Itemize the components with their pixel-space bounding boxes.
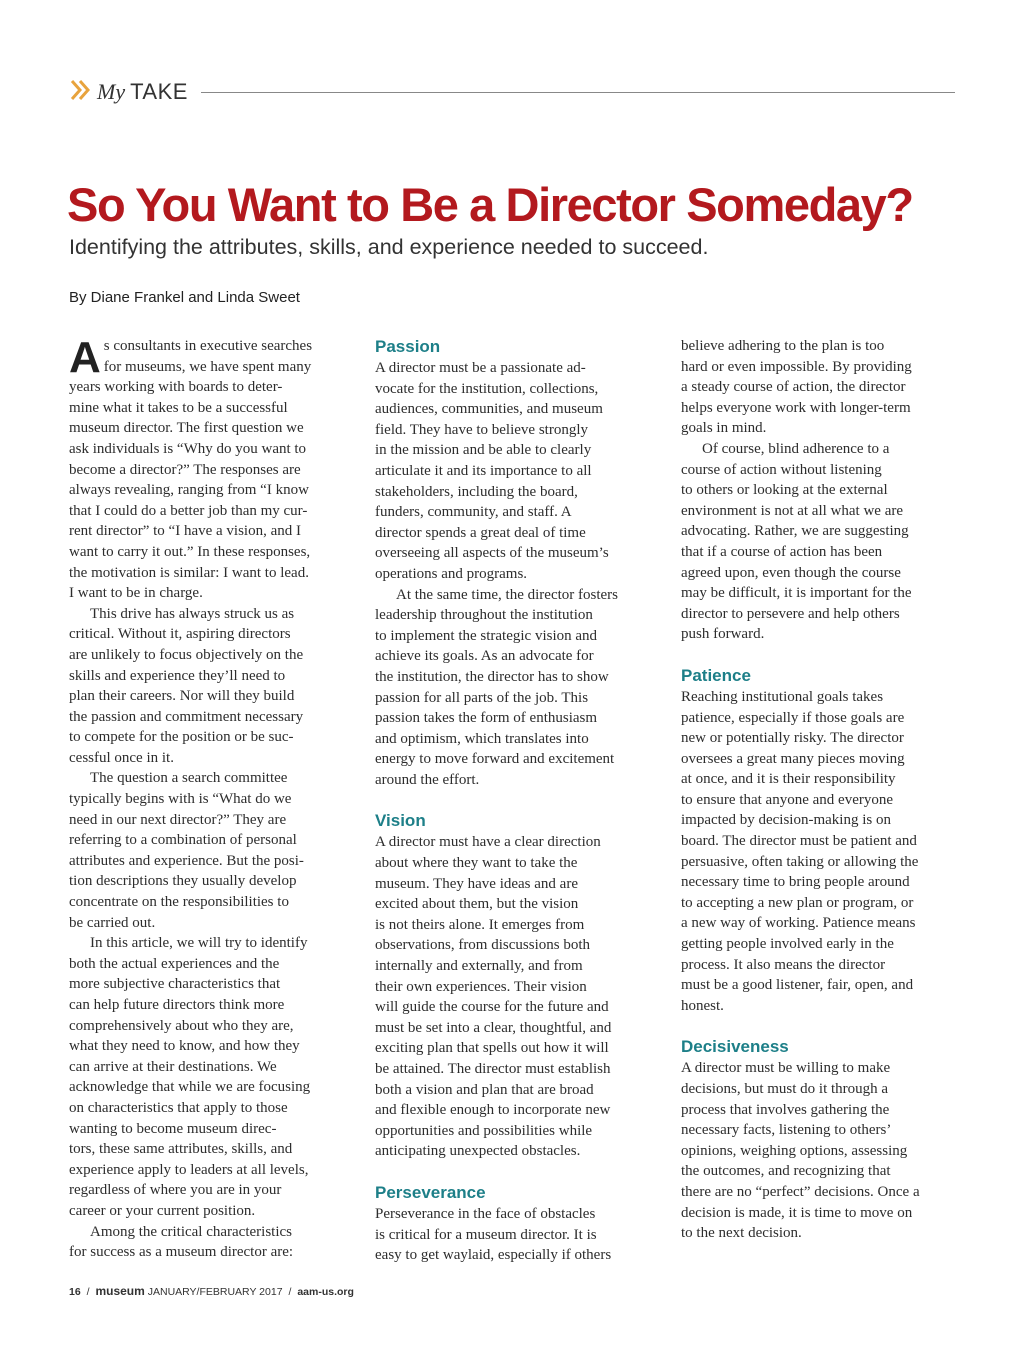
section-label <box>97 78 188 106</box>
footer-separator: / <box>288 1286 292 1298</box>
body-paragraph: At the same time, the director fosters leadership throughout the institution to implement the strategic vision and achieve its goals. As an advocate for the institution, the director has to show passion for all parts of the job. This passion takes the form of enthusiasm and optimism, which translates into energy to move forward and excitement around the effort. <box>375 586 619 788</box>
subhead-decisiveness: Decisiveness <box>681 1037 789 1057</box>
footer-separator: / <box>86 1286 90 1298</box>
body-paragraph: A director must be a passionate ad- vocate for the institution, collections, audiences, communities, and museum field. They have to believe strongly in the mission and be able to clearly articulate it and its importance to all stakeholders, including the board, funders, community, and staff. A director spends a great deal of time overseeing all aspects of the museum’s operations and programs. <box>375 360 609 582</box>
header-rule <box>201 92 955 93</box>
body-paragraph: In this article, we will try to identify both the actual experiences and the more subjective characteristics that can help future directors think more comprehensively about who they are, what they need to know, and how they can arrive at their destinations. We acknowledge that while we are focusing on characteristics that apply to those wanting to become museum direc- tors, these same attributes, skills, and experience apply to leaders at all levels, regardless of where you are in your career or your current position. <box>69 935 311 1219</box>
page-footer <box>69 1283 354 1300</box>
column-3 <box>681 336 957 1244</box>
drop-cap: A <box>69 333 101 382</box>
column-2 <box>375 336 651 1266</box>
body-paragraph: Of course, blind adherence to a course of action without listening to others or looking at the external environment is not at all what we are advocating. Rather, we are suggesting that if a course of action has been agreed upon, even though the course may be difficult, it is important for the director to persevere and help others push forward. <box>681 440 912 643</box>
section-header <box>69 76 955 110</box>
section-label-take: TAKE <box>130 79 188 104</box>
double-chevron-icon <box>69 78 93 102</box>
subhead-patience: Patience <box>681 665 751 685</box>
body-paragraph: This drive has always struck us as critical. Without it, aspiring directors are unlikely to focus objectively on the skills and experience they’ll need to plan their careers. Nor will they build the passion and commitment necessary to compete for the position or be suc- cessful once in it. <box>69 605 304 766</box>
intro-paragraph-text: s consultants in executive searches for museums, we have spent many years working with boards to deter- mine what it takes to be a successful museum director. The first question we ask individuals is “Why do you want to become a director?” The responses are always revealing, ranging from “I know that I could do a better job than my cur- rent director” to “I have a vision, and I want to carry it out.” In these responses, the motivation is similar: I want to lead. I want to be in charge. <box>69 338 313 602</box>
byline: By Diane Frankel and Linda Sweet <box>69 289 300 306</box>
body-paragraph: The question a search committee typically begins with is “What do we need in our next director?” They are referring to a combination of personal attributes and experience. But the posi- tion descriptions they usually develop concentrate on the responsibilities to be carried out. <box>69 770 304 931</box>
body-paragraph: A director must be willing to make decisions, but must do it through a process that involves gathering the necessary facts, listening to others’ opinions, weighing options, assessing the outcomes, and recognizing that there are no “perfect” decisions. Once a decision is made, it is time to move on to the next decision. <box>681 1060 920 1242</box>
article-title: So You Want to Be a Director Someday? <box>67 178 913 231</box>
subhead-passion: Passion <box>375 337 441 356</box>
body-paragraph: Reaching institutional goals takes patience, especially if those goals are new or potentially risky. The director oversees a great many pieces moving at once, and it is their responsibility to ensure that anyone and everyone impacted by decision-making is on board. The director must be patient and persuasive, often taking or allowing the necessary time to bring people around to accepting a new plan or program, or a new way of working. Patience means getting people involved early in the process. It also means the director must be a good listener, fair, open, and honest. <box>681 688 919 1014</box>
body-paragraph: A director must have a clear direction about where they want to take the museum. They have ideas and are excited about them, but the vision is not theirs alone. It emerges from observations, from discussions both internally and externally, and from their own experiences. Their vision will guide the course for the future and must be set into a clear, thoughtful, and exciting plan that spells out how it will be attained. The director must establish both a vision and plan that are broad and flexible enough to incorporate new opportunities and possibilities while anticipating unexpected obstacles. <box>375 834 612 1160</box>
subhead-perseverance: Perseverance <box>375 1182 486 1202</box>
body-paragraph: Perseverance in the face of obstacles is critical for a museum director. It is easy to get waylaid, especially if others <box>375 1205 612 1264</box>
intro-paragraph <box>69 333 345 604</box>
issue-date: JANUARY/FEBRUARY 2017 <box>147 1286 283 1298</box>
page-number: 16 <box>69 1286 81 1298</box>
website-link[interactable]: aam-us.org <box>297 1286 354 1298</box>
column-1 <box>69 333 345 1263</box>
magazine-name: museum <box>95 1284 145 1298</box>
body-paragraph: believe adhering to the plan is too hard or even impossible. By providing a steady course of action, the director helps everyone work with longer-term goals in mind. <box>681 338 912 437</box>
article-deck: Identifying the attributes, skills, and experience needed to succeed. <box>69 235 709 259</box>
section-label-my: My <box>97 79 126 104</box>
body-paragraph: Among the critical characteristics for success as a museum director are: <box>69 1223 294 1261</box>
subhead-vision: Vision <box>375 811 426 831</box>
